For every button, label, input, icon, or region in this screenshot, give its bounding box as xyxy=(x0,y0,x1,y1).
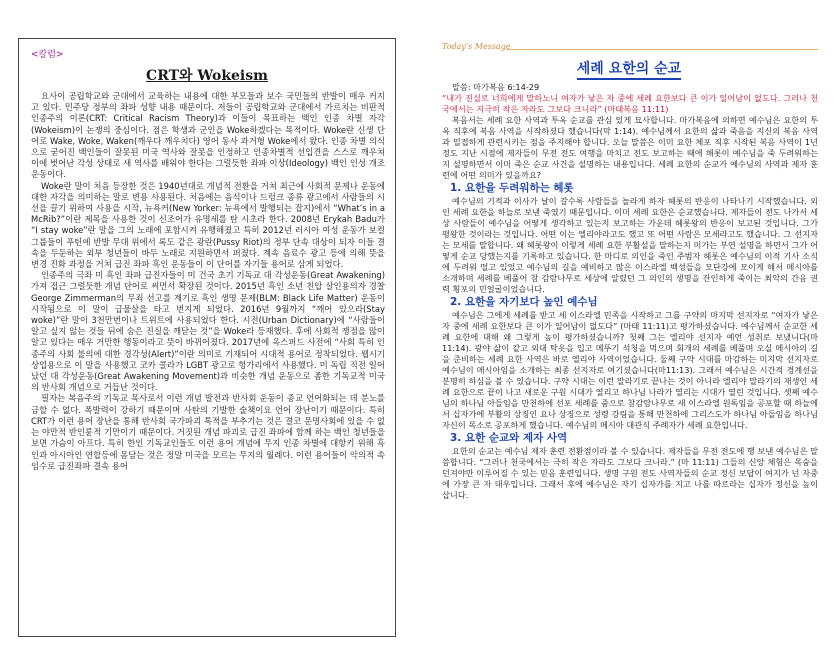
sermon-body xyxy=(442,82,818,501)
section-text-2: 예수님은 그에게 세례를 받고 세 이스라엘 민족을 시작하고 그를 구약의 마지막 선지자로 “여자가 낳은 자 중에 세례 요한보다 큰 이가 일어남이 없도다” (마태 11:11)고 평가하셨습니다. 예수님께서 순교한 세례 요한에 대해 왜 그렇게 높이 평가하셨습니까? 첫째 그는 엘리야 선지자 예언 성취로 보냈니다(마 11:14). 광야 삶이 같고 외대 탁옷을 입고 메뚜기 석청을 먹으며 회개의 세례를 베풀며 오실 메시아의 길을 준비하는 세례 요한 사역은 바로 엘리야 사역이었습니다. 둘째 구약 시대를 마감하는 미지막 선지자로 예수님이 메시아임을 소개하는 최종 선지자로 여기셨습니다(마11:13). 그래서 예수님은 시간적 경계선을 분명히 하심을 볼 수 있습니다. 구약 시대는 이런 말라기로 끝나는 것이 아니라 엘리야 말라기의 재생인 세례 요한으로 끝이 나고 새로운 구원 시대가 열리고 하나님 나라가 열리는 시대가 열린 것입니다. 셋째 예수님의 하나님 아들임을 만천하에 선포 세례를 줌으로 참감람나무로 새 이스라엘 원독임을 공포할 때 하늘에서 십자가에 부활의 상징인 요나 상징으로 성령 강림을 통해 만천하에 그리스도가 하나님 아들임을 하나님 자신이 목소로 공포하게 했습니다. 예수님의 메시아 대관식 주례자가 세례 요한입니다. xyxy=(442,310,818,430)
column-page xyxy=(18,38,396,637)
section-text-1: 예수님의 기적과 이사가 날이 갈수록 사람들을 놀라게 하자 헤롯의 반응이 나타나기 시작했습니다. 외인 세례 요한을 하늘로 보낸 죽였기 때문입니다. 이미 세례 요한은 순교했습니다. 제자들이 전도 나가서 세상 사람들이 예수님을 어떻게 생각하고 있는지 보고하는 가운데 헤롯왕의 반응이 보고된 것입니다. 그가 평왕한 것이라는 것입니다. 어떤 이는 엘리야라고도 했고 또 어떤 사람은 모세라고도 했습니다. 그 선지자는 모세를 말합니다. 왜 헤롯왕이 이렇게 세례 요한 부활설을 말하는지 미가는 부연 설명을 하면서 그가 어떻게 순교 당했는지를 기록하고 있습니다. 한 마디로 의인을 죽인 주범자 헤롯은 예수님의 이적 기사 소식에 두려워 떨고 있었고 예수님의 길을 예비하고 많은 이스라엘 백성들을 모단강에 모이게 해서 메시아를 소개하며 세례를 베풀어 참 감람나무로 세상에 알렸던 그 의인의 생명을 잔인하게 죽이는 최악의 간음 권력 횡포의 민얼굴이었습니다. xyxy=(442,196,818,294)
column-paragraph: 요사이 공립학교와 군대에서 교육하는 내용에 대한 부모들과 보수 국민들의 반발이 매우 커지고 있다. 민주당 정부의 좌파 성향 내용 때문이다. 저들이 공립학교와 군대에서 가르치는 비판적 인종주의 이론(CRT: Critical Racism Theory)과 이들이 목표하는 백인 인종 차별 자각(Wokeism)이 논쟁의 중심이다. 점은 학생과 군인을 Woke하겠다는 목적이다. Woke란 신생 단어로 Wake, Woke, Waken(깨우다 깨우치다) 영어 동사 과거형 Woke에서 왔다. 인종 차별 의식으로 굳어진 백인들이 잘못된 미국 역사와 잘못을 인정하고 인종차별적 선입견을 스스로 깨우쳐 이에 벗어난 각성 상태로 새 역사를 배워야 한다는 그럴듯한 좌파 이상(Ideology) 백인 인성 개조 운동이다. xyxy=(31,91,385,180)
section-heading-3: 3. 요한 순교와 제자 사역 xyxy=(450,432,568,444)
column-tag: <칼럼> xyxy=(31,50,64,60)
column-paragraph: 인종주의 극좌 미 흑인 좌파 급진자들이 미 건국 초기 기독교 대 각성운동(Great Awakening)가져 접근 그럴듯한 개념 단어로 써먼서 확장된 것이다. 2015년 흑인 소년 친압 살인용의자 경찰 George Zimmerman의 무죄 선고를 계기로 흑인 생명 문제(BLM: Black Life Matter) 운동이 시작됨으로 이 말이 급물살을 타고 번지게 되었다. 2016년 9월까지 “깨어 있으라(Stay woke)”란 말이 3천만번이나 트위트에 사용되었다 한다. 시전(Urban Dictionary)에 “사람들이 알고 싶지 않는 것들 뒤에 숨은 진실을 깨닫는 것”을 Woke라 등재했다. 후에 사회적 쟁점을 많이 알고 있다는 매우 거만한 행동이라고 뜻이 바뀌어졌다. 2017년에 옥스퍼드 사전에 “사회 특히 인종주의 사회 불의에 대한 경각성(Alert)”이란 의미로 기재되어 시대적 용어로 정착되었다. 웹시기 상업용으로 이 말을 사용했고 코카 콜라가 LGBT 광고로 헝가리에서 사용했다. 미 독립 직전 일어났던 대 각성운동(Great Awakening Movement)과 비슷한 개념 운동으로 좀한 기독교적 미국의 반사회 개념으로 거듭난 것이다. xyxy=(31,270,385,393)
message-tag: Today's Message xyxy=(442,42,511,51)
section-heading-2: 2. 요한을 자기보다 높인 예수님 xyxy=(450,296,598,308)
sermon-title: 세례 요한의 순교 xyxy=(440,58,818,78)
scripture-reference: 말씀: 마가복음 6:14-29 xyxy=(452,82,540,92)
sermon-page xyxy=(440,36,818,636)
section-heading-1: 1. 요한을 두려워하는 헤롯 xyxy=(450,182,574,194)
column-body xyxy=(31,91,385,472)
header-rule xyxy=(506,49,818,50)
key-verse-quote: “내가 진실로 너희에게 말하노니 여자가 낳은 자 중에 세례 요한보다 큰 이가 일어남이 없도다. 그러나 천국에서는 지극히 작은 자라도 그보다 크니라” (마태복음 11:11) xyxy=(442,93,818,114)
sermon-intro: 복음서는 세례 요한 사역과 투옥 순교를 관심 있게 묘사합니다. 마가복음에 의하면 예수님은 요한의 투옥 직후에 복음 사역을 시작하셨다 했습니다(막 1:14). 예수님께서 요한의 삶과 죽음을 지신의 복음 사역과 밀접하게 관련시키는 점을 주지해야 합니다. 오늘 말씀은 이미 요한 체포 직후 시작된 복음 사역이 1년 정도 지난 시점에 제자들이 무전 전도 여행을 마치고 전도 보고하는 때에 해롯이 예수님을 죽 두려워하는지 설명하면서 이미 죽은 순교 사건을 설명하는 내용입니다. 세례 요한의 순교가 예수님의 사역과 제자 훈련에 어떤 의미가 있을까요? xyxy=(442,115,818,180)
column-paragraph: Woke란 말이 처음 등장한 것은 1940년대로 개념적 전환을 거쳐 최근에 사회적 문제나 운동에 대한 자각을 의미하는 말로 변용 사용된다. 처음에는 음식이나 드렁크 종류 광고에서 사람들의 시선을 끌기 위하여 사용을 시작, 뉴욕커(New Yorker: 뉴욕에서 발행되는 잡지)에서 “What’s in a McRib?”이란 제목을 사용한 것이 신조어가 유명세를 탄 시초라 한다. 2008년 Erykah Badu가 “I stay woke”란 말을 그의 노래에 포함시켜 유행해졌고 특히 2012년 러시아 여성 운동가 보컬 그룹들이 푸틴에 반발 무대 위에서 록도 같은 광란(Pussy Riot)의 정부 단속 대상이 되자 이들 결속을 두둔하는 외부 청년들이 바두 노래로 지원하면서 퍼졌다. 계속 음료수 광고 등에 의해 뜻을 변경 진화 과정을 거쳐 급진 좌파 흑인 운동들이 이 단어를 자기들 용어로 삼게 되었다. xyxy=(31,180,385,270)
section-text-3: 요한의 순교는 예수님 제자 훈련 전환점이라 볼 수 있습니다. 제자들을 무전 전도에 행 보낸 예수님은 말씀합니다. “그러나 천국에서는 극히 작은 자라도 그보다 크니라.” (마 11:11) 그들의 신앙 체험은 목숨을 던져야만 이루어질 수 있는 믿음 훈련입니다. 생명 구원 전도 사역자들의 순교 정신 보답이 여지가 넌 자중에 가장 큰 자 대우입니다. 그래서 후에 예수님은 자기 십자가를 지고 나를 따르라는 십자가 정신을 높이 삽니다. xyxy=(442,446,818,500)
column-title: CRT와 Wokeism xyxy=(146,68,268,84)
column-paragraph: 필자는 복음주의 기독교 목사로서 이런 개념 발전과 반사회 운동이 종교 언어화되는 데 분노를 금할 수 없다. 폭발력이 강하기 때문이며 사탄의 기발한 술책이요 언어 장난이기 때문이다. 특히 CRT가 이런 용어 장난을 통해 반사회 국가파괴 톡적을 부추기는 것은 결코 문명사회에 있을 수 없는 야만적 반인륜적 기만이기 때문이다. 거짓된 개념 파괴로 급진 좌파에 함께 하는 백인 청년들을 보면 가슴이 아프다. 특히 한인 기독교인들도 이런 용어 개념에 무지 인종 차별에 대항키 위해 흑인과 아시아인 연합등에 몸담는 것은 정말 미국을 모르는 무지의 월례다. 이런 용어들이 악의적 속임수로 급진좌파 결속 용어 xyxy=(31,393,386,471)
